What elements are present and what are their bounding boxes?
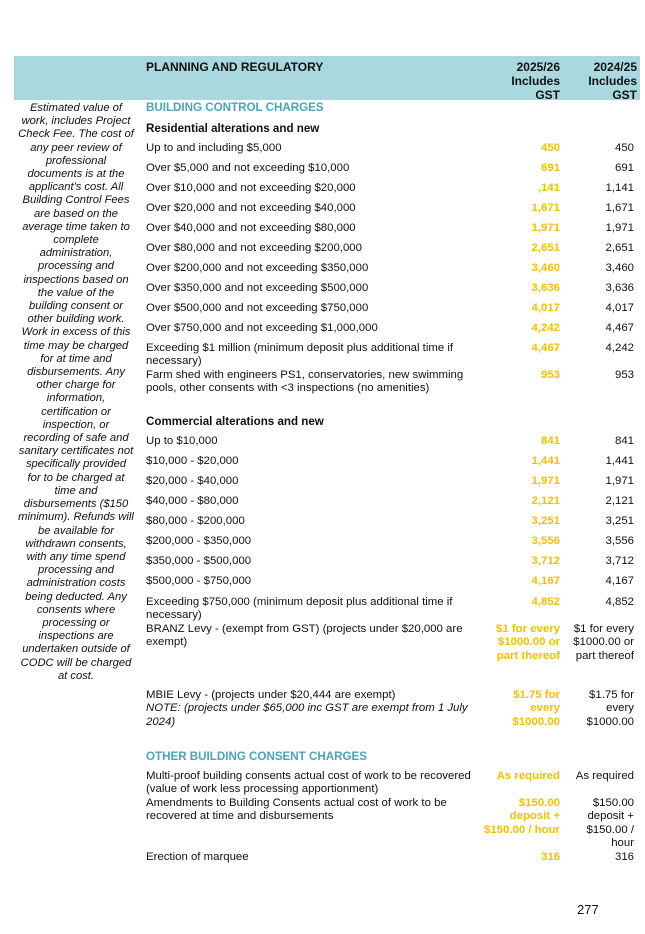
row-desc [146,689,486,729]
row-desc: Exceeding $750,000 (minimum deposit plus additional time if necessary) [146,596,453,622]
row-desc: Over $10,000 and not exceeding $20,000 [146,182,356,194]
row-desc: $350,000 - $500,000 [146,555,252,567]
row-value-2025: $150.00 deposit + $150.00 / hour [484,797,560,836]
row-desc: Erection of marquee [146,851,249,863]
row-value-2025: As required [496,770,560,782]
row-value-2025: 4,017 [531,302,560,314]
row-value-2024: $1.75 for every $1000.00 [586,689,634,728]
row-value-2024: 3,712 [605,555,634,567]
row-value-2024: 450 [614,142,634,154]
row-desc: Over $200,000 and not exceeding $350,000 [146,262,369,274]
row-value-2025: ,141 [537,182,560,194]
row-value-2025: 1,971 [531,475,560,487]
row-desc: $40,000 - $80,000 [146,495,239,507]
row-desc: Over $350,000 and not exceeding $500,000 [146,282,369,294]
header-col-2025: 2025/26 Includes GST [511,60,560,102]
row-desc: Up to $10,000 [146,435,218,447]
row-value-2024: 3,556 [605,535,634,547]
row-desc: $80,000 - $200,000 [146,515,245,527]
row-value-2025: 316 [540,851,560,863]
row-value-2024: 4,467 [605,322,634,334]
row-desc: Over $80,000 and not exceeding $200,000 [146,242,362,254]
row-value-2024: 316 [614,851,634,863]
row-value-2024: 3,636 [605,282,634,294]
row-value-2024: As required [575,770,634,782]
row-value-2024: 1,971 [605,222,634,234]
row-value-2025: 2,651 [531,242,560,254]
page-number: 277 [577,902,599,917]
row-value-2024: 2,651 [605,242,634,254]
row-value-2025: 3,556 [531,535,560,547]
row-value-2025: 841 [540,435,560,447]
row-value-2025: 4,852 [531,596,560,608]
row-desc: Over $750,000 and not exceeding $1,000,000 [146,322,378,334]
row-value-2024: 4,852 [605,596,634,608]
table-header [14,56,640,100]
row-value-2024: $1 for every $1000.00 or part thereof [573,623,634,662]
row-value-2024: 1,671 [605,202,634,214]
row-value-2024: 4,167 [605,575,634,587]
row-value-2025: $1.75 for every $1000.00 [512,689,560,728]
row-value-2025: 1,971 [531,222,560,234]
row-note: NOTE: (projects under $65,000 inc GST are exempt from 1 July 2024) [146,702,468,728]
row-desc: Over $40,000 and not exceeding $80,000 [146,222,356,234]
row-value-2025: 3,712 [531,555,560,567]
subsection-residential: Residential alterations and new [146,122,320,135]
row-desc: Over $500,000 and not exceeding $750,000 [146,302,369,314]
row-value-2024: 1,141 [605,182,634,194]
row-value-2024: 4,242 [605,342,634,354]
row-value-2024: 691 [614,162,634,174]
row-value-2025: 2,121 [531,495,560,507]
row-desc: Amendments to Building Consents actual cost of work to be recovered at time and disbursements [146,797,447,823]
row-desc: Up to and including $5,000 [146,142,282,154]
header-col-2024: 2024/25 Includes GST [588,60,637,102]
row-desc: Multi-proof building consents actual cost of work to be recovered (value of work less processing apportionment) [146,770,471,796]
row-desc: $200,000 - $350,000 [146,535,252,547]
row-value-2024: 953 [614,369,634,381]
row-value-2025: 450 [540,142,560,154]
row-value-2024: 841 [614,435,634,447]
row-value-2025: 3,460 [531,262,560,274]
section-building-control: BUILDING CONTROL CHARGES [146,101,324,114]
row-value-2025: 3,636 [531,282,560,294]
row-value-2025: 4,242 [531,322,560,334]
row-value-2025: 1,441 [531,455,560,467]
row-value-2024: 3,251 [605,515,634,527]
row-value-2025: $1 for every $1000.00 or part thereof [496,623,560,662]
section-other-building-consent: OTHER BUILDING CONSENT CHARGES [146,750,367,763]
row-value-2025: 953 [540,369,560,381]
row-desc-main: MBIE Levy - (projects under $20,444 are exempt) [146,689,396,701]
header-title: PLANNING AND REGULATORY [146,60,324,74]
row-value-2024: 2,121 [605,495,634,507]
row-desc: Farm shed with engineers PS1, conservatories, new swimming pools, other consents with <3 inspections (no amenities) [146,369,464,395]
row-value-2024: $150.00 deposit + $150.00 / hour [586,797,634,850]
row-desc: $10,000 - $20,000 [146,455,239,467]
row-value-2025: 691 [540,162,560,174]
row-desc: $20,000 - $40,000 [146,475,239,487]
row-value-2025: 4,467 [531,342,560,354]
row-desc: $500,000 - $750,000 [146,575,252,587]
row-value-2024: 1,441 [605,455,634,467]
row-desc: Over $20,000 and not exceeding $40,000 [146,202,356,214]
row-value-2025: 1,671 [531,202,560,214]
row-value-2024: 4,017 [605,302,634,314]
row-desc: Exceeding $1 million (minimum deposit plus additional time if necessary) [146,342,454,368]
row-desc: BRANZ Levy - (exempt from GST) (projects under $20,000 are exempt) [146,623,463,649]
row-value-2024: 3,460 [605,262,634,274]
subsection-commercial: Commercial alterations and new [146,415,324,428]
side-note: Estimated value of work, includes Project Check Fee. The cost of any peer review of professional documents is at the applicant's cost. All Building Control Fees are based on the average time taken to complete administration, processing and inspections based on the value of the building consent or other building work. Work in excess of this time may be charged for at time and disbursements. Any other charge for information, certification or inspection, or recording of safe and sanitary certificates not specifically provided for to be charged at time and disbursements ($150 minimum). Refunds will be available for withdrawn consents, with any time spend processing and administration costs being deducted. Any consents where processing or inspections are undertaken outside of CODC will be charged at cost. [18,102,134,682]
row-value-2025: 3,251 [531,515,560,527]
row-value-2025: 4,167 [531,575,560,587]
row-value-2024: 1,971 [605,475,634,487]
row-desc: Over $5,000 and not exceeding $10,000 [146,162,350,174]
